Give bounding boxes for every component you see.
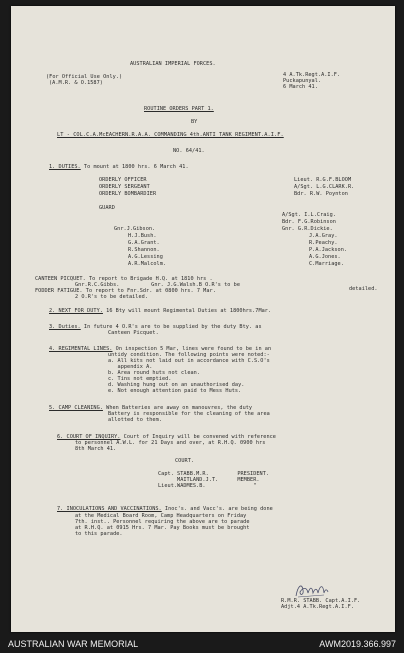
guard-left-3: R.Shannon. <box>128 247 160 253</box>
guard-left-2: G.A.Grant. <box>128 240 160 246</box>
fodder-fatigue: FODDER FATIGUE. To report to Fnr.Sdr. at 0800 hrs. 7 Mar. <box>35 288 216 294</box>
routine-heading: ROUTINE ORDERS PART 1. <box>144 106 214 112</box>
unit: 4 A.Tk.Regt.A.I.F. <box>283 72 341 78</box>
court-member-2: MAITLAND.J.T. MEMBER. <box>158 477 260 483</box>
orderly-officer-label: ORDERLY OFFICER <box>99 177 147 183</box>
guard-left-0: Gnr.J.Gibson. <box>114 226 156 232</box>
signature-title: Adjt.4 A.Tk.Regt.A.I.F. <box>281 604 354 610</box>
duties-heading: 1. DUTIES. To mount at 1800 hrs. 6 March 41. <box>49 164 189 170</box>
item-camp-cleaning-cont2: allotted to them. <box>108 417 162 423</box>
point-a-cont: appendix A. <box>108 364 153 370</box>
orderly-sergeant-name: A/Sgt. L.G.CLARK.R. <box>294 184 355 190</box>
amr-ref: (A.M.R. & O.1587) <box>49 80 103 86</box>
item-court-cont2: 8th March 41. <box>75 446 117 452</box>
guard-right-3: J.A.Gray. <box>309 233 338 239</box>
guard-left-1: H.J.Bush. <box>128 233 157 239</box>
point-a: a. All kits not laid out in accordance with C.S.O's <box>108 358 270 364</box>
item-next-for-duty: 2. NEXT FOR DUTY. 16 Bty will mount Regimental Duties at 1800hrs.7Mar. <box>49 308 272 314</box>
item-inoculations-cont: at the Medical Board Room, Camp Headquarters on Friday <box>75 513 247 519</box>
official-use: (For Official Use Only.) <box>46 74 123 80</box>
orderly-bombardier-name: Bdr. R.W. Poynton <box>294 191 348 197</box>
item-court-of-inquiry: 6. COURT OF INQUIRY. Court of Inquiry will be convened with reference <box>57 434 276 440</box>
court-member-3: Lieut.WADMES.B. " <box>158 483 257 489</box>
footer-bar <box>0 634 404 653</box>
orderly-sergeant-label: ORDERLY SERGEANT <box>99 184 150 190</box>
guard-right-7: C.Marriage. <box>309 261 344 267</box>
canteen-picquet: CANTEEN PICQUET. To report to Brigade H.Q. at 1810 hrs . <box>35 276 213 282</box>
point-d: d. Washing hung out on an unauthorised day. <box>108 382 245 388</box>
item-duties-cont: Canteen Picquet. <box>108 330 159 336</box>
commander: LT - COL.C.A.McEACHERN.R.A.A. COMMANDING 4th.ANTI TANK REGIMENT.A.I.F. <box>57 132 284 138</box>
item-duties: 3. Duties. In future 4 O.R's are to be supplied by the duty Bty. as <box>49 324 262 330</box>
footer-accession-number: AWM2019.366.997 <box>319 639 396 649</box>
item-camp-cleaning-cont: Battery is responsible for the cleaning of the area <box>108 411 270 417</box>
signature-name: R.M.R. STABB. Capt.A.I.F. <box>281 598 361 604</box>
fodder-fatigue-detail: 2 O.R's to be detailed. <box>75 294 148 300</box>
item-inoculations: 7. INOCULATIONS AND VACCINATIONS. Inoc's. and Vacc's. are being done <box>57 506 273 512</box>
guard-left-5: A.R.Malcolm. <box>128 261 167 267</box>
handwritten-signature <box>294 581 330 599</box>
court-member-1: Capt. STABB.M.R. PRESIDENT. <box>158 471 270 477</box>
item-inoculations-cont3: at R.H.Q. at 0915 Hrs. 7 Mar. Pay Books must be brought <box>75 525 250 531</box>
item-camp-cleaning: 5. CAMP CLEANING. When Batteries are away on manouvres, the duty <box>49 405 253 411</box>
guard-right-2: Gnr. G.R.Dickie. <box>282 226 333 232</box>
by-label: BY <box>191 119 198 125</box>
orderly-bombardier-label: ORDERLY BOMBARDIER <box>99 191 157 197</box>
guard-left-4: A.G.Lessing <box>128 254 163 260</box>
guard-label: GUARD <box>99 205 115 211</box>
court-label: COURT. <box>175 458 195 464</box>
guard-right-4: R.Peachy. <box>309 240 338 246</box>
footer-institution: AUSTRALIAN WAR MEMORIAL <box>8 639 139 649</box>
point-c: c. Tins not emptied. <box>108 376 172 382</box>
canteen-picquet-names: Gnr.R.C.Gibbs. Gnr. J.G.Walsh.B O.R's to be <box>75 282 241 288</box>
guard-right-1: Bdr. F.G.Robinson <box>282 219 336 225</box>
document-sheet <box>11 6 395 632</box>
fodder-fatigue-detailed: detailed. <box>349 286 378 292</box>
item-regimental-lines-cont: untidy condition. The following points were noted:- <box>108 352 270 358</box>
point-e: e. Not enough attention paid to Mess Huts. <box>108 388 242 394</box>
guard-right-5: P.A.Jackson. <box>309 247 348 253</box>
item-regimental-lines: 4. REGIMENTAL LINES. On inspection 5 Mar, lines were found to be in an <box>49 346 272 352</box>
item-inoculations-cont4: to this parade. <box>75 531 123 537</box>
orderly-officer-name: Lieut. R.G.F.BLOOM <box>294 177 352 183</box>
date: 6 March 41. <box>283 84 318 90</box>
guard-right-6: A.G.Jones. <box>309 254 341 260</box>
item-court-cont: to personnel A.W.L. for 21 Days and over, at R.H.Q. 0900 hrs <box>75 440 266 446</box>
doc-title: AUSTRALIAN IMPERIAL FORCES. <box>130 61 216 67</box>
place: Puckapunyal. <box>283 78 322 84</box>
guard-right-0: A/Sgt. I.L.Craig. <box>282 212 336 218</box>
order-number: NO. 64/41. <box>173 148 205 154</box>
point-b: b. Area round huts not clean. <box>108 370 201 376</box>
item-inoculations-cont2: 7th. inst.. Personnel requiring the above are to parade <box>75 519 250 525</box>
